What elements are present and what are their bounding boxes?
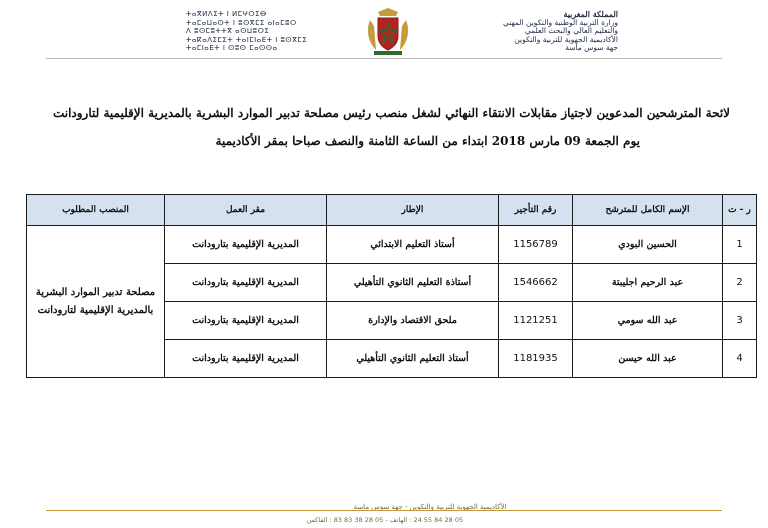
candidates-table	[26, 194, 757, 378]
letterhead-line: ⵜⴰⵎⵏⴰⴹⵜ ⵏ ⵙⵓⵙ ⵎⴰⵙⵙⴰ	[186, 44, 278, 52]
cell-workplace: المديرية الإقليمية بتارودانت	[165, 302, 327, 340]
cell-post: مصلحة تدبير الموارد البشرية بالمديرية الإقليمية لتارودانت	[27, 226, 165, 378]
letterhead-line: ⵜⴰⴳⵍⴷⵉⵜ ⵏ ⵍⵎⵖⵔⵉⴱ	[186, 10, 267, 18]
col-code: رقم التأجير	[499, 195, 573, 226]
header-divider	[46, 58, 722, 59]
letterhead-line: الأكاديمية الجهوية للتربية والتكوين	[514, 34, 618, 44]
letterhead	[0, 4, 768, 56]
cell-framework: أستاذ التعليم الابتدائي	[327, 226, 499, 264]
footer-institution: الأكاديمية الجهوية للتربية والتكوين - جهة سوس ماسة	[353, 503, 507, 511]
coat-of-arms-icon	[364, 6, 412, 56]
cell-rank: 1	[723, 226, 757, 264]
col-workplace: مقر العمل	[165, 195, 327, 226]
table-header-row	[27, 195, 757, 226]
table-row	[27, 226, 757, 264]
cell-rank: 3	[723, 302, 757, 340]
page-subtitle: يوم الجمعة 09 مارس 2018 ابتداء من الساعة الثامنة والنصف صباحا بمقر الأكاديمية	[215, 134, 640, 148]
cell-framework: ملحق الاقتصاد والإدارة	[327, 302, 499, 340]
letterhead-line: المملكة المغربية	[563, 9, 618, 19]
letterhead-line: وزارة التربية الوطنية والتكوين المهني	[502, 17, 618, 27]
cell-workplace: المديرية الإقليمية بتارودانت	[165, 226, 327, 264]
cell-name: الحسين البودي	[573, 226, 723, 264]
cell-rank: 4	[723, 340, 757, 378]
letterhead-line: جهة سوس ماسة	[565, 43, 618, 52]
cell-name: عبد الرحيم اجليبتة	[573, 264, 723, 302]
cell-code: 1156789	[499, 226, 573, 264]
col-post: المنصب المطلوب	[27, 195, 165, 226]
cell-rank: 2	[723, 264, 757, 302]
letterhead-line: ⵜⴰⵎⴰⵡⴰⵙⵜ ⵏ ⵓⵙⴳⵎⵉ ⴰⵏⴰⵎⵓⵔ	[186, 18, 297, 27]
cell-code: 1121251	[499, 302, 573, 340]
cell-code: 1181935	[499, 340, 573, 378]
page-title: لائحة المترشحين المدعوين لاجتياز مقابلات الانتقاء النهائي لشغل منصب رئيس مصلحة تدبير الموارد البشرية بالمديرية الإقليمية لتارودانت	[52, 106, 730, 120]
footer-contact: 05 28 84 55 24 : الهاتف - 05 28 38 83 83 : الفاكس	[306, 516, 464, 524]
letterhead-arabic	[388, 10, 618, 53]
footer-divider	[46, 510, 722, 511]
col-framework: الإطار	[327, 195, 499, 226]
cell-name: عبد الله حيسن	[573, 340, 723, 378]
letterhead-line: ⵜⴰⴽⴰⴷⵉⵎⵉⵜ ⵜⴰⵏⵎⵏⴰⴹⵜ ⵏ ⵓⵙⴳⵎⵉ	[186, 35, 308, 44]
cell-name: عبد الله سومي	[573, 302, 723, 340]
cell-framework: أستاذ التعليم الثانوي التأهيلي	[327, 340, 499, 378]
letterhead-line: ⴷ ⵓⵙⵎⵓⵜⵜⴳ ⴰⵙⵡⵓⵔⵉ	[186, 27, 270, 35]
cell-workplace: المديرية الإقليمية بتارودانت	[165, 340, 327, 378]
cell-workplace: المديرية الإقليمية بتارودانت	[165, 264, 327, 302]
col-rank: ر - ت	[723, 195, 757, 226]
letterhead-tifinagh	[186, 10, 366, 53]
letterhead-line: والتعليم العالي والبحث العلمي	[524, 26, 618, 35]
cell-code: 1546662	[499, 264, 573, 302]
col-name: الإسم الكامل للمترشح	[573, 195, 723, 226]
cell-framework: أستاذة التعليم الثانوي التأهيلي	[327, 264, 499, 302]
